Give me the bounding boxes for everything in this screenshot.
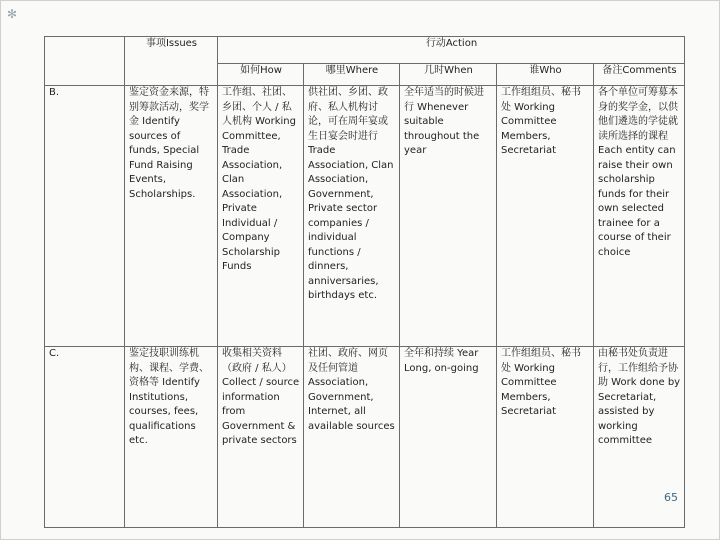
cell-when: 全年和持续 Year Long, on-going: [400, 347, 497, 528]
cell-how: 工作组、社团、乡团、个人 / 私人机构 Working Committee, Trade Association, Clan Association, Private Individual / Company Scholarship Funds: [218, 86, 304, 347]
header-who: 谁Who: [497, 64, 594, 86]
header-spacer: [45, 37, 125, 86]
header-where: 哪里Where: [304, 64, 400, 86]
header-how: 如何How: [218, 64, 304, 86]
cell-where: 供社团、乡团、政府、私人机构讨论，可在周年宴或生日宴会时进行 Trade Association, Clan Association, Government, Private sector companies / individual functions / dinners, anniversaries, birthdays etc.: [304, 86, 400, 347]
cell-who: 工作组组员、秘书处 Working Committee Members, Secretariat: [497, 86, 594, 347]
cell-how: 收集相关资料（政府 / 私人） Collect / source information from Government & private sectors: [218, 347, 304, 528]
cell-issues: 鉴定技职训练机构、课程、学费、资格等 Identify Institutions, courses, fees, qualifications etc.: [125, 347, 218, 528]
corner-asterisk-icon: ✻: [7, 7, 18, 21]
header-when: 几时When: [400, 64, 497, 86]
page-number: 65: [664, 491, 678, 504]
table-row: [45, 86, 685, 347]
cell-who: 工作组组员、秘书处 Working Committee Members, Secretariat: [497, 347, 594, 528]
cell-where: 社团、政府、网页及任何管道 Association, Government, Internet, all available sources: [304, 347, 400, 528]
header-comments: 备注Comments: [594, 64, 685, 86]
row-label: C.: [45, 347, 125, 528]
table-row: [45, 347, 685, 528]
action-plan-table: [44, 36, 685, 528]
cell-comments: 各个单位可筹募本身的奖学金，以供他们遴选的学徒就读所选择的课程 Each entity can raise their own scholarship funds for their own selected trainee for a course of their choice: [594, 86, 685, 347]
row-label: B.: [45, 86, 125, 347]
cell-comments: 由秘书处负责进行，工作组给予协助 Work done by Secretariat, assisted by working committee: [594, 347, 685, 528]
header-issues: 事项Issues: [125, 37, 218, 86]
cell-when: 全年适当的时候进行 Whenever suitable throughout the year: [400, 86, 497, 347]
cell-issues: 鉴定资金来源，特别筹款活动，奖学金 Identify sources of funds, Special Fund Raising Events, Scholarships.: [125, 86, 218, 347]
header-row-1: [45, 37, 685, 64]
header-action: 行动Action: [218, 37, 685, 64]
